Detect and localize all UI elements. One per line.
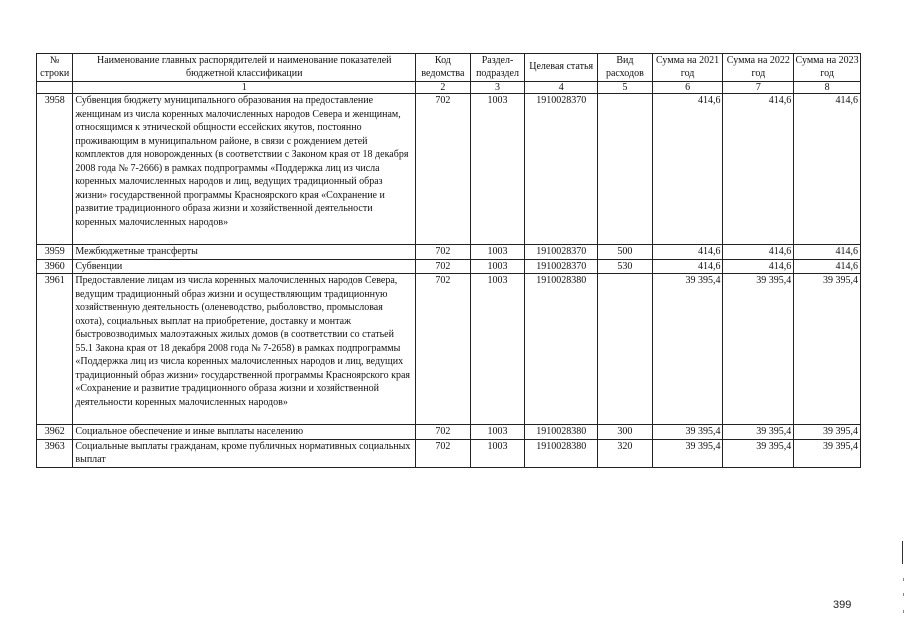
table-row (37, 425, 861, 440)
row-sum-2023: 414,6 (794, 94, 861, 245)
header-section: Раздел-подраздел (470, 54, 525, 82)
row-section: 1003 (470, 245, 525, 260)
table-row (37, 439, 861, 467)
row-sum-2022: 414,6 (723, 259, 794, 274)
row-name: Социальные выплаты гражданам, кроме публичных нормативных социальных выплат (73, 439, 416, 467)
row-name: Социальное обеспечение и иные выплаты населению (73, 425, 416, 440)
column-number: 4 (525, 82, 598, 94)
row-sum-2022: 39 395,4 (723, 274, 794, 425)
scan-edge-dot (903, 578, 904, 581)
scan-edge-dot (903, 593, 904, 596)
row-sum-2023: 39 395,4 (794, 439, 861, 467)
header-sum-2023: Сумма на 2023 год (794, 54, 861, 82)
row-exp-type (598, 274, 653, 425)
row-number: 3958 (37, 94, 73, 245)
row-exp-type: 500 (598, 245, 653, 260)
row-target: 1910028380 (525, 274, 598, 425)
row-target: 1910028370 (525, 259, 598, 274)
header-sum-2021: Сумма на 2021 год (652, 54, 723, 82)
row-sum-2021: 414,6 (652, 245, 723, 260)
column-number (37, 82, 73, 94)
column-number: 1 (73, 82, 416, 94)
page-number: 399 (833, 599, 852, 611)
column-number: 8 (794, 82, 861, 94)
row-number: 3959 (37, 245, 73, 260)
row-exp-type: 300 (598, 425, 653, 440)
header-dept-code: Код ведомства (416, 54, 471, 82)
column-number: 6 (652, 82, 723, 94)
row-sum-2021: 39 395,4 (652, 439, 723, 467)
row-sum-2021: 39 395,4 (652, 274, 723, 425)
table-header-row (37, 54, 861, 82)
column-number: 7 (723, 82, 794, 94)
row-dept-code: 702 (416, 245, 471, 260)
row-target: 1910028380 (525, 425, 598, 440)
header-sum-2022: Сумма на 2022 год (723, 54, 794, 82)
row-number: 3963 (37, 439, 73, 467)
table-row (37, 274, 861, 425)
row-target: 1910028370 (525, 94, 598, 245)
header-row-no: № строки (37, 54, 73, 82)
row-dept-code: 702 (416, 439, 471, 467)
budget-table (36, 53, 861, 468)
scan-edge-mark (902, 541, 903, 564)
row-number: 3960 (37, 259, 73, 274)
row-sum-2022: 39 395,4 (723, 425, 794, 440)
row-exp-type (598, 94, 653, 245)
row-section: 1003 (470, 259, 525, 274)
header-exp-type: Вид расходов (598, 54, 653, 82)
row-sum-2021: 39 395,4 (652, 425, 723, 440)
row-name: Субвенция бюджету муниципального образования на предоставление женщинам из числа коренных малочисленных народов Севера и женщинам, относящимся к этнической общности ессейских якутов, постоянно проживающим в муниципальном районе, в связи с рождением детей комплектов для новорожденных (в соответствии с Законом края от 18 декабря 2008 года № 7-2666) в рамках подпрограммы «Поддержка лиц из числа коренных малочисленных народов и лиц, ведущих традиционный образ жизни» государственной программы Красноярского края «Сохранение и развитие традиционного образа жизни и хозяйственной деятельности коренных малочисленных народов» (73, 94, 416, 245)
table-row (37, 245, 861, 260)
header-target: Целевая статья (525, 54, 598, 82)
row-target: 1910028370 (525, 245, 598, 260)
row-section: 1003 (470, 439, 525, 467)
row-dept-code: 702 (416, 425, 471, 440)
row-name: Предоставление лицам из числа коренных малочисленных народов Севера, ведущим традиционный образ жизни и осуществляющим традиционную хозяйственную деятельность (оленеводство, рыболовство, промысловая охота), социальных выплат на приобретение, доставку и монтаж быстровозводимых малоэтажных жилых домов (в соответствии со статьей 55.1 Закона края от 18 декабря 2008 года № 7-2658) в рамках подпрограммы «Поддержка лиц из числа коренных малочисленных народов и лиц, ведущих традиционный образ жизни» государственной программы Красноярского края «Сохранение и развитие традиционного образа жизни и хозяйственной деятельности коренных малочисленных народов» (73, 274, 416, 425)
column-number: 2 (416, 82, 471, 94)
row-section: 1003 (470, 94, 525, 245)
row-sum-2023: 39 395,4 (794, 274, 861, 425)
row-section: 1003 (470, 425, 525, 440)
row-dept-code: 702 (416, 259, 471, 274)
row-sum-2023: 414,6 (794, 259, 861, 274)
row-target: 1910028380 (525, 439, 598, 467)
row-sum-2021: 414,6 (652, 259, 723, 274)
row-number: 3961 (37, 274, 73, 425)
row-sum-2021: 414,6 (652, 94, 723, 245)
row-name: Субвенции (73, 259, 416, 274)
row-sum-2022: 414,6 (723, 94, 794, 245)
scan-edge-dot (903, 610, 904, 613)
row-sum-2023: 39 395,4 (794, 425, 861, 440)
column-number: 5 (598, 82, 653, 94)
header-name: Наименование главных распорядителей и наименование показателей бюджетной классификации (73, 54, 416, 82)
row-section: 1003 (470, 274, 525, 425)
row-sum-2023: 414,6 (794, 245, 861, 260)
row-name: Межбюджетные трансферты (73, 245, 416, 260)
row-number: 3962 (37, 425, 73, 440)
row-exp-type: 530 (598, 259, 653, 274)
row-dept-code: 702 (416, 94, 471, 245)
column-number-row (37, 82, 861, 94)
column-number: 3 (470, 82, 525, 94)
row-exp-type: 320 (598, 439, 653, 467)
table-row (37, 259, 861, 274)
row-sum-2022: 414,6 (723, 245, 794, 260)
table-row (37, 94, 861, 245)
row-sum-2022: 39 395,4 (723, 439, 794, 467)
row-dept-code: 702 (416, 274, 471, 425)
